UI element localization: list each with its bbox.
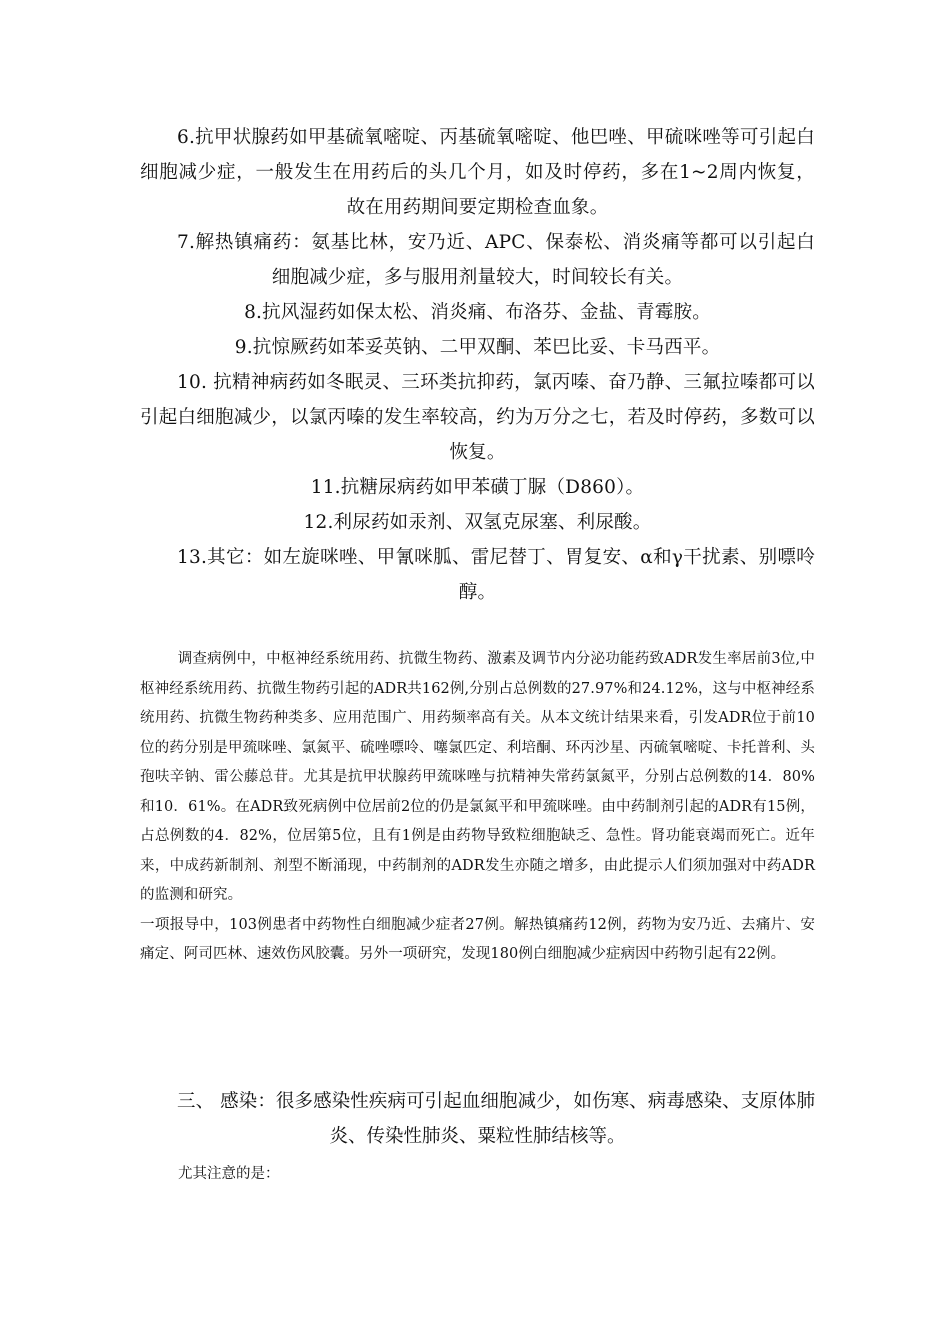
list-item-10: 10. 抗精神病药如冬眠灵、三环类抗抑药，氯丙嗪、奋乃静、三氟拉嗪都可以引起白细胞减少，以氯丙嗪的发生率较高，约为万分之七，若及时停药，多数可以恢复。 (140, 372, 815, 463)
list-item-8: 8.抗风湿药如保太松、消炎痛、布洛芬、金盐、青霉胺。 (244, 302, 711, 323)
list-item-7: 7.解热镇痛药：氨基比林，安乃近、APC、保泰松、消炎痛等都可以引起白细胞减少症，多与服用剂量较大，时间较长有关。 (177, 232, 815, 288)
section-3-heading: 三、 感染：很多感染性疾病可引起血细胞减少，如伤寒、病毒感染、支原体肺炎、传染性肺炎、粟粒性肺结核等。 (177, 1091, 815, 1147)
survey-section (140, 645, 815, 970)
note-line: 尤其注意的是： (178, 1166, 280, 1182)
section-3 (140, 1084, 815, 1154)
report-paragraph: 一项报导中，103例患者中药物性白细胞减少症者27例。解热镇痛药12例，药物为安乃近、去痛片、安痛定、阿司匹林、速效伤风胶囊。另外一项研究，发现180例白细胞减少症病因中药物引起有22例。 (140, 916, 815, 962)
drug-list (140, 120, 815, 610)
list-item-12: 12.利尿药如汞剂、双氢克尿塞、利尿酸。 (303, 512, 652, 533)
list-item-13: 13.其它：如左旋咪唑、甲氰咪胍、雷尼替丁、胃复安、α和γ干扰素、别嘌呤醇。 (177, 547, 815, 603)
list-item-11: 11.抗糖尿病药如甲苯磺丁脲（D860）。 (310, 477, 645, 498)
list-item-6: 6.抗甲状腺药如甲基硫氧嘧啶、丙基硫氧嘧啶、他巴唑、甲硫咪唑等可引起白细胞减少症，一般发生在用药后的头几个月，如及时停药，多在1~2周内恢复，故在用药期间要定期检查血象。 (140, 127, 815, 218)
survey-paragraph: 调查病例中，中枢神经系统用药、抗微生物药、激素及调节内分泌功能药致ADR发生率居前3位,中枢神经系统用药、抗微生物药引起的ADR共162例,分别占总例数的27.97%和24.12%，这与中枢神经系统用药、抗微生物药种类多、应用范围广、用药频率高有关。从本文统计结果来看，引发ADR位于前10位的药分别是甲巯咪唑、氯氮平、硫唑嘌呤、噻氯匹定、利培酮、环丙沙星、丙硫氧嘧啶、卡托普利、头孢呋辛钠、雷公藤总苷。尤其是抗甲状腺药甲巯咪唑与抗精神失常药氯氮平，分别占总例数的14．80%和10．61%。在ADR致死病例中位居前2位的仍是氯氮平和甲巯咪唑。由中药制剂引起的ADR有15例，占总例数的4．82%，位居第5位，且有1例是由药物导致粒细胞缺乏、急性。肾功能衰竭而死亡。近年来，中成药新制剂、剂型不断涌现，中药制剂的ADR发生亦随之增多，由此提示人们须加强对中药ADR的监测和研究。 (140, 651, 815, 903)
list-item-9: 9.抗惊厥药如苯妥英钠、二甲双酮、苯巴比妥、卡马西平。 (234, 337, 721, 358)
